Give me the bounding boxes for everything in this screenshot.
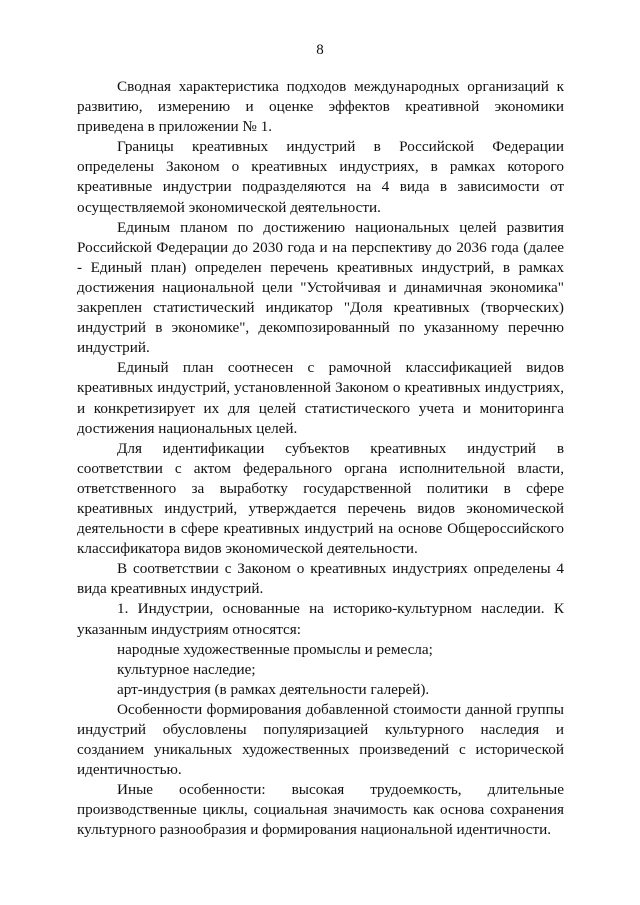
paragraph-boundaries: Границы креативных индустрий в Российской Федерации определены Законом о креативных индустриях, в рамках которого креативные индустрии подразделяются на 4 вида в зависимости от осуществляемой экономической деятельности. (77, 138, 564, 216)
paragraph-unified-plan: Единым планом по достижению национальных целей развития Российской Федерации до 2030 года и на перспективу до 2036 года (далее - Единый план) определен перечень креативных индустрий, в рамках достижения национальной цели "Устойчивая и динамичная экономика" закреплен статистический индикатор "Доля креативных (творческих) индустрий в экономике", декомпозированный по указанному перечню индустрий. (77, 218, 564, 357)
paragraph-identification: Для идентификации субъектов креативных индустрий в соответствии с актом федерального органа исполнительной власти, ответственного за выработку государственной политики в сфере креативных индустрий, утверждается перечень видов экономической деятельности в сфере креативных индустрий на основе Общероссийского классификатора видов экономической деятельности. (77, 439, 564, 558)
paragraph-four-types: В соответствии с Законом о креативных индустриях определены 4 вида креативных индустрий. (77, 560, 564, 598)
paragraph-summary: Сводная характеристика подходов международных организаций к развитию, измерению и оценке эффектов креативной экономики приведена в приложении № 1. (77, 78, 564, 136)
paragraph-heritage-industries: 1. Индустрии, основанные на историко-культурном наследии. К указанным индустриям относятся: (77, 600, 564, 638)
list-item-art-industry: арт-индустрия (в рамках деятельности галерей). (117, 680, 430, 698)
paragraph-value-features: Особенности формирования добавленной стоимости данной группы индустрий обусловлены популяризацией культурного наследия и созданием уникальных художественных произведений с исторической идентичностью. (77, 700, 564, 779)
document-body (77, 77, 564, 841)
paragraph-other-features: Иные особенности: высокая трудоемкость, длительные производственные циклы, социальная значимость как основа сохранения культурного разнообразия и формирования национальной идентичности. (77, 781, 564, 839)
page-number: 8 (316, 42, 324, 58)
list-item-cultural-heritage: культурное наследие; (117, 660, 256, 678)
paragraph-plan-correlation: Единый план соотнесен с рамочной классификацией видов креативных индустрий, установленной Законом о креативных индустриях, и конкретизирует их для целей статистического учета и мониторинга достижения национальных целей. (77, 359, 564, 437)
list-item-folk-crafts: народные художественные промыслы и ремесла; (117, 640, 433, 658)
